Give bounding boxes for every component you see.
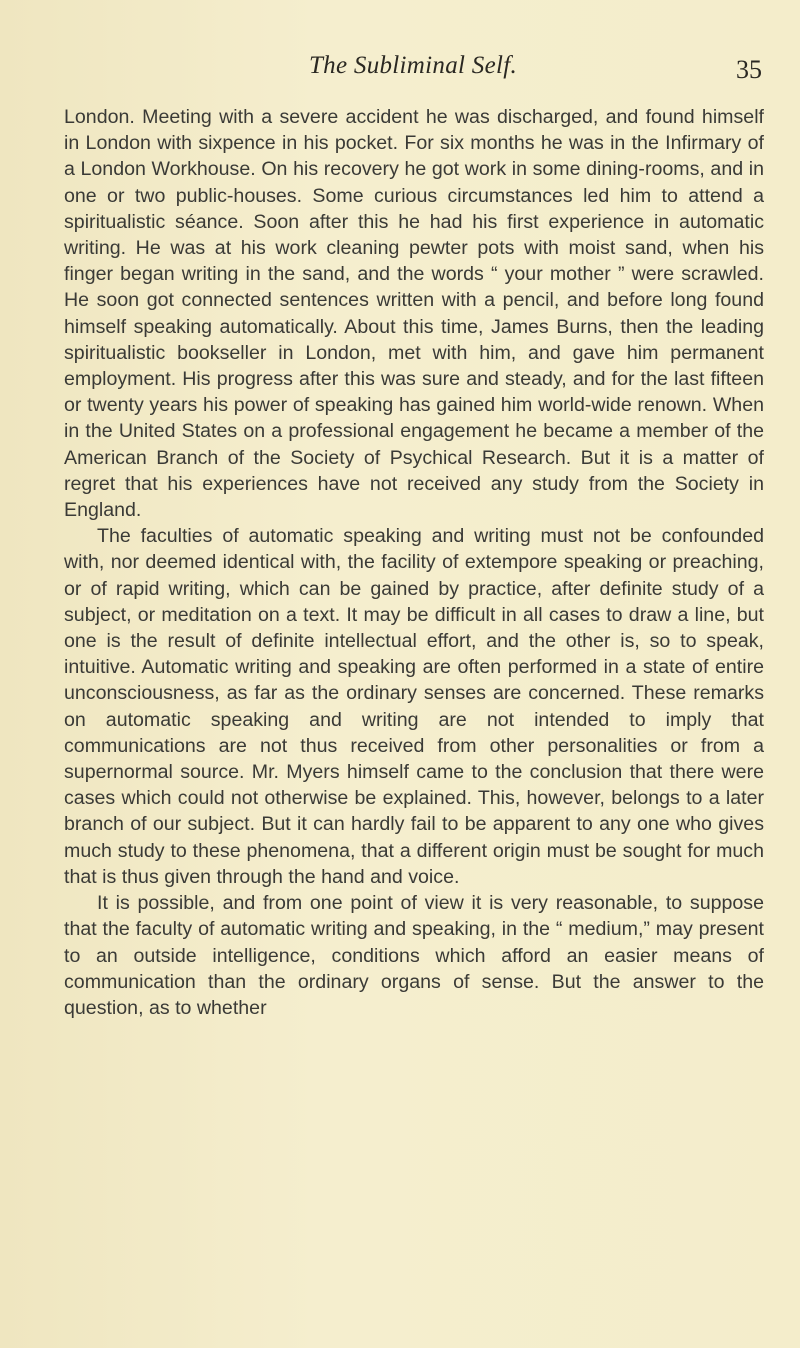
paragraph-faculties: The faculties of automatic speaking and writing must not be confounded with, nor deemed identical with, the facility of extempore speaking or preaching, or of rapid writing, which can be gained by practice, after definite study of a subject, or meditation on a text. It may be difficult in all cases to draw a line, but one is the result of definite intellectual effort, and the other is, so to speak, intuitive. Automatic writing and speaking are often performed in a state of entire unconsciousness, as far as the ordinary senses are concerned. These remarks on automatic speaking and writing are not intended to imply that communications are not thus received from other personalities or from a supernormal source. Mr. Myers himself came to the conclusion that there were cases which could not otherwise be explained. This, however, belongs to a later branch of our subject. But it can hardly fail to be apparent to any one who gives much study to these phenomena, that a different origin must be sought for much that is thus given through the hand and voice. xyxy=(64,525,764,888)
paragraph-possible: It is possible, and from one point of view it is very reasonable, to suppose that the faculty of automatic writing and speaking, in the “ medium,” may present to an outside intelligence, conditions which afford an easier means of communication than the ordinary organs of sense. But the answer to the question, as to whether xyxy=(64,892,764,1019)
paragraph-continued: London. Meeting with a severe accident he was discharged, and found himself in London with sixpence in his pocket. For six months he was in the Infirmary of a London Workhouse. On his recovery he got work in some dining-rooms, and in one or two public-houses. Some curious circumstances led him to attend a spiritualistic séance. Soon after this he had his first experience in automatic writing. He was at his work cleaning pewter pots with moist sand, when his finger began writing in the sand, and the words “ your mother ” were scrawled. He soon got connected sentences written with a pencil, and before long found himself speaking automatically. About this time, James Burns, then the leading spiritualistic bookseller in London, met with him, and gave him permanent employment. His progress after this was sure and steady, and for the last fifteen or twenty years his power of speaking has gained him world-wide renown. When in the United States on a professional engagement he became a member of the American Branch of the Society of Psychical Research. But it is a matter of regret that his experiences have not received any study from the Society in England. xyxy=(64,106,764,522)
body-text xyxy=(64,104,764,1021)
running-title: The Subliminal Self. xyxy=(308,52,518,79)
page-number: 35 xyxy=(736,55,762,84)
page-header xyxy=(64,52,762,86)
